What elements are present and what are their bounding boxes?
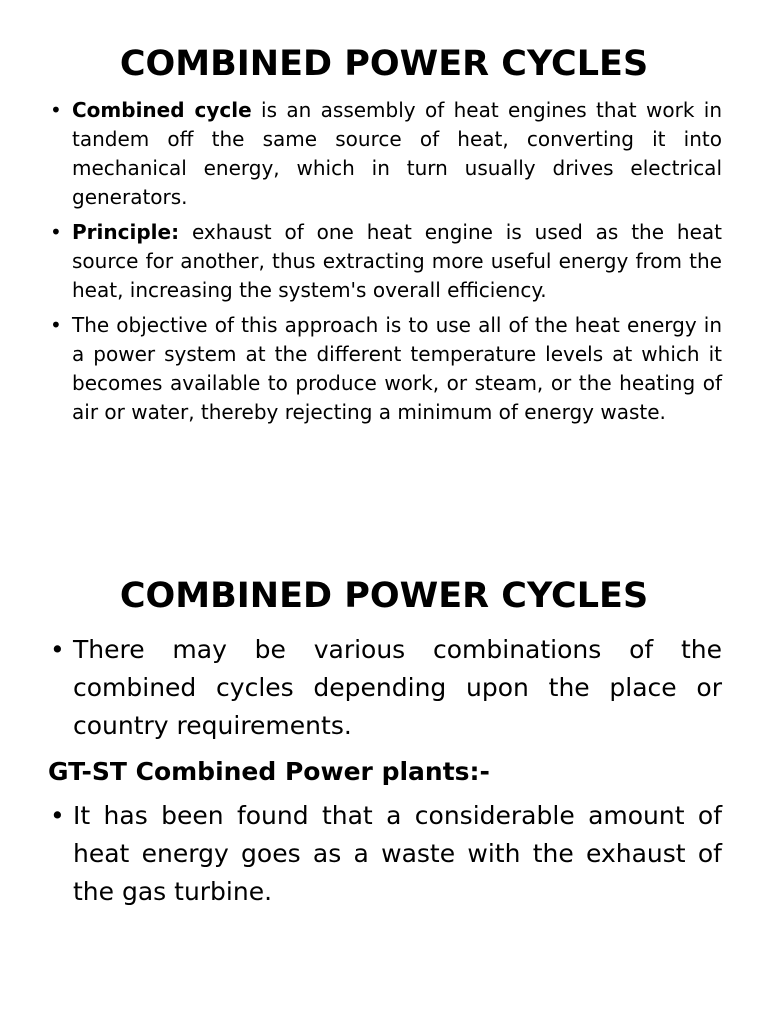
list-item bbox=[48, 96, 722, 212]
bullet-bold-term: Combined cycle bbox=[72, 98, 252, 122]
slide-2-title: COMBINED POWER CYCLES bbox=[119, 576, 649, 616]
slide-2 bbox=[0, 512, 768, 1024]
bullet-icon: • bbox=[50, 801, 65, 830]
bullet-icon: • bbox=[50, 635, 65, 664]
slide-2-gt-st-block bbox=[48, 797, 722, 911]
slide-1-bullet-list bbox=[48, 96, 722, 433]
slide-2-intro-block bbox=[48, 631, 722, 745]
bullet-icon: • bbox=[50, 98, 62, 122]
list-item bbox=[48, 311, 722, 427]
bullet-text: There may be various combinations of the combined cycles depending upon the place or country requirements. bbox=[73, 635, 722, 740]
bullet-text: The objective of this approach is to use all of the heat energy in a power system at the different temperature levels at which it becomes available to produce work, or steam, or the heating of air or water, thereby rejecting a minimum of energy waste. bbox=[72, 313, 722, 424]
list-item bbox=[48, 631, 722, 745]
slide-1-title: COMBINED POWER CYCLES bbox=[119, 44, 649, 84]
bullet-text: is an assembly of heat engines that work in tandem off the same source of heat, converting it into mechanical energy, which in turn usually drives electrical generators. bbox=[72, 98, 722, 209]
slide-2-bullet-list-a bbox=[48, 631, 722, 745]
bullet-bold-term: Principle: bbox=[72, 220, 180, 244]
list-item bbox=[48, 797, 722, 911]
bullet-text: exhaust of one heat engine is used as the heat source for another, thus extracting more useful energy from the heat, increasing the system's overall efficiency. bbox=[72, 220, 722, 302]
bullet-text: It has been found that a considerable amount of heat energy goes as a waste with the exhaust of the gas turbine. bbox=[73, 801, 722, 906]
section-subheading: GT-ST Combined Power plants:- bbox=[48, 757, 490, 786]
slide-2-bullet-list-b bbox=[48, 797, 722, 911]
list-item bbox=[48, 218, 722, 305]
bullet-icon: • bbox=[50, 220, 62, 244]
bullet-icon: • bbox=[50, 313, 62, 337]
